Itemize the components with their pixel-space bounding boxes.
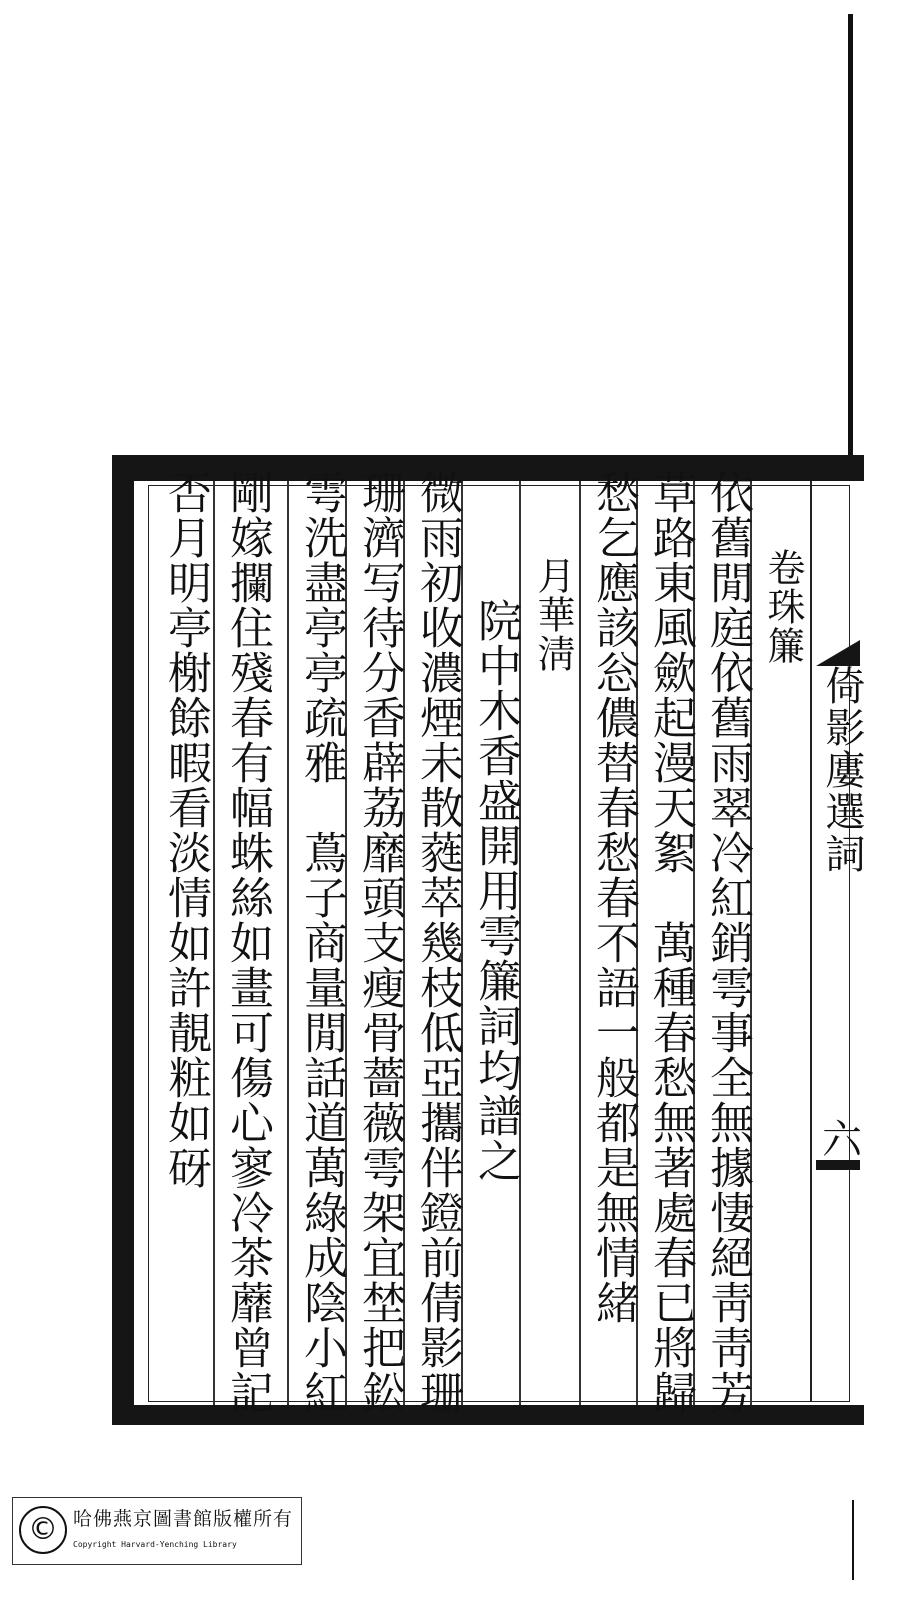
scan-edge-right-lower	[852, 1500, 854, 1580]
copyright-english-text: Copyright Harvard-Yenching Library	[73, 1540, 237, 1549]
preface-column: 院中木香盛開用雩簾詞均譜之	[470, 598, 521, 1183]
text-column: 草路東風歛起漫天絮 萬種春愁無著處春已將歸	[645, 470, 696, 1415]
column-rule	[213, 481, 215, 1405]
column-rule	[287, 481, 289, 1405]
text-column: 微雨初收濃煙未散蕤萃幾枝低亞攜伴鐙前倩影珊	[412, 470, 463, 1415]
running-title: 倚影廔選詞	[819, 665, 865, 875]
text-column: 珊濟写待分香薜荔靡頭支瘦骨薔薇雩架宜埜把鈆	[354, 470, 405, 1415]
poem-title-juanzhulian: 卷珠簾	[761, 548, 805, 665]
page-number: 六	[822, 1117, 862, 1163]
copyright-icon: ©	[19, 1506, 67, 1554]
text-column: 否月明亭榭餘暇看淡情如許靚粧如砑	[160, 470, 211, 1190]
scan-edge-right	[848, 14, 853, 474]
poem-title-yuehuaqing: 月華淸	[531, 556, 575, 673]
copyright-cjk-text: 哈佛燕京圖書館版權所有	[73, 1508, 294, 1530]
copyright-stamp	[12, 1497, 302, 1565]
centre-fold-band	[810, 481, 864, 1401]
text-column: 愁乞應該忩儂替春愁春不語一般都是無情緒	[588, 470, 639, 1325]
text-column: 依舊閒庭依舊雨翠冷紅銷雩事全無據悽絕靑靑芳	[702, 470, 753, 1415]
column-rule	[579, 481, 581, 1405]
frame-left-border	[112, 455, 134, 1425]
text-column: 剛嫁攔住殘春有幅蛛絲如畫可傷心寥冷茶蘼曾記	[222, 470, 273, 1415]
text-column: 雩洗盡亭亭疏雅 蔦子商量閒話道萬綠成陰小紅	[296, 470, 347, 1415]
